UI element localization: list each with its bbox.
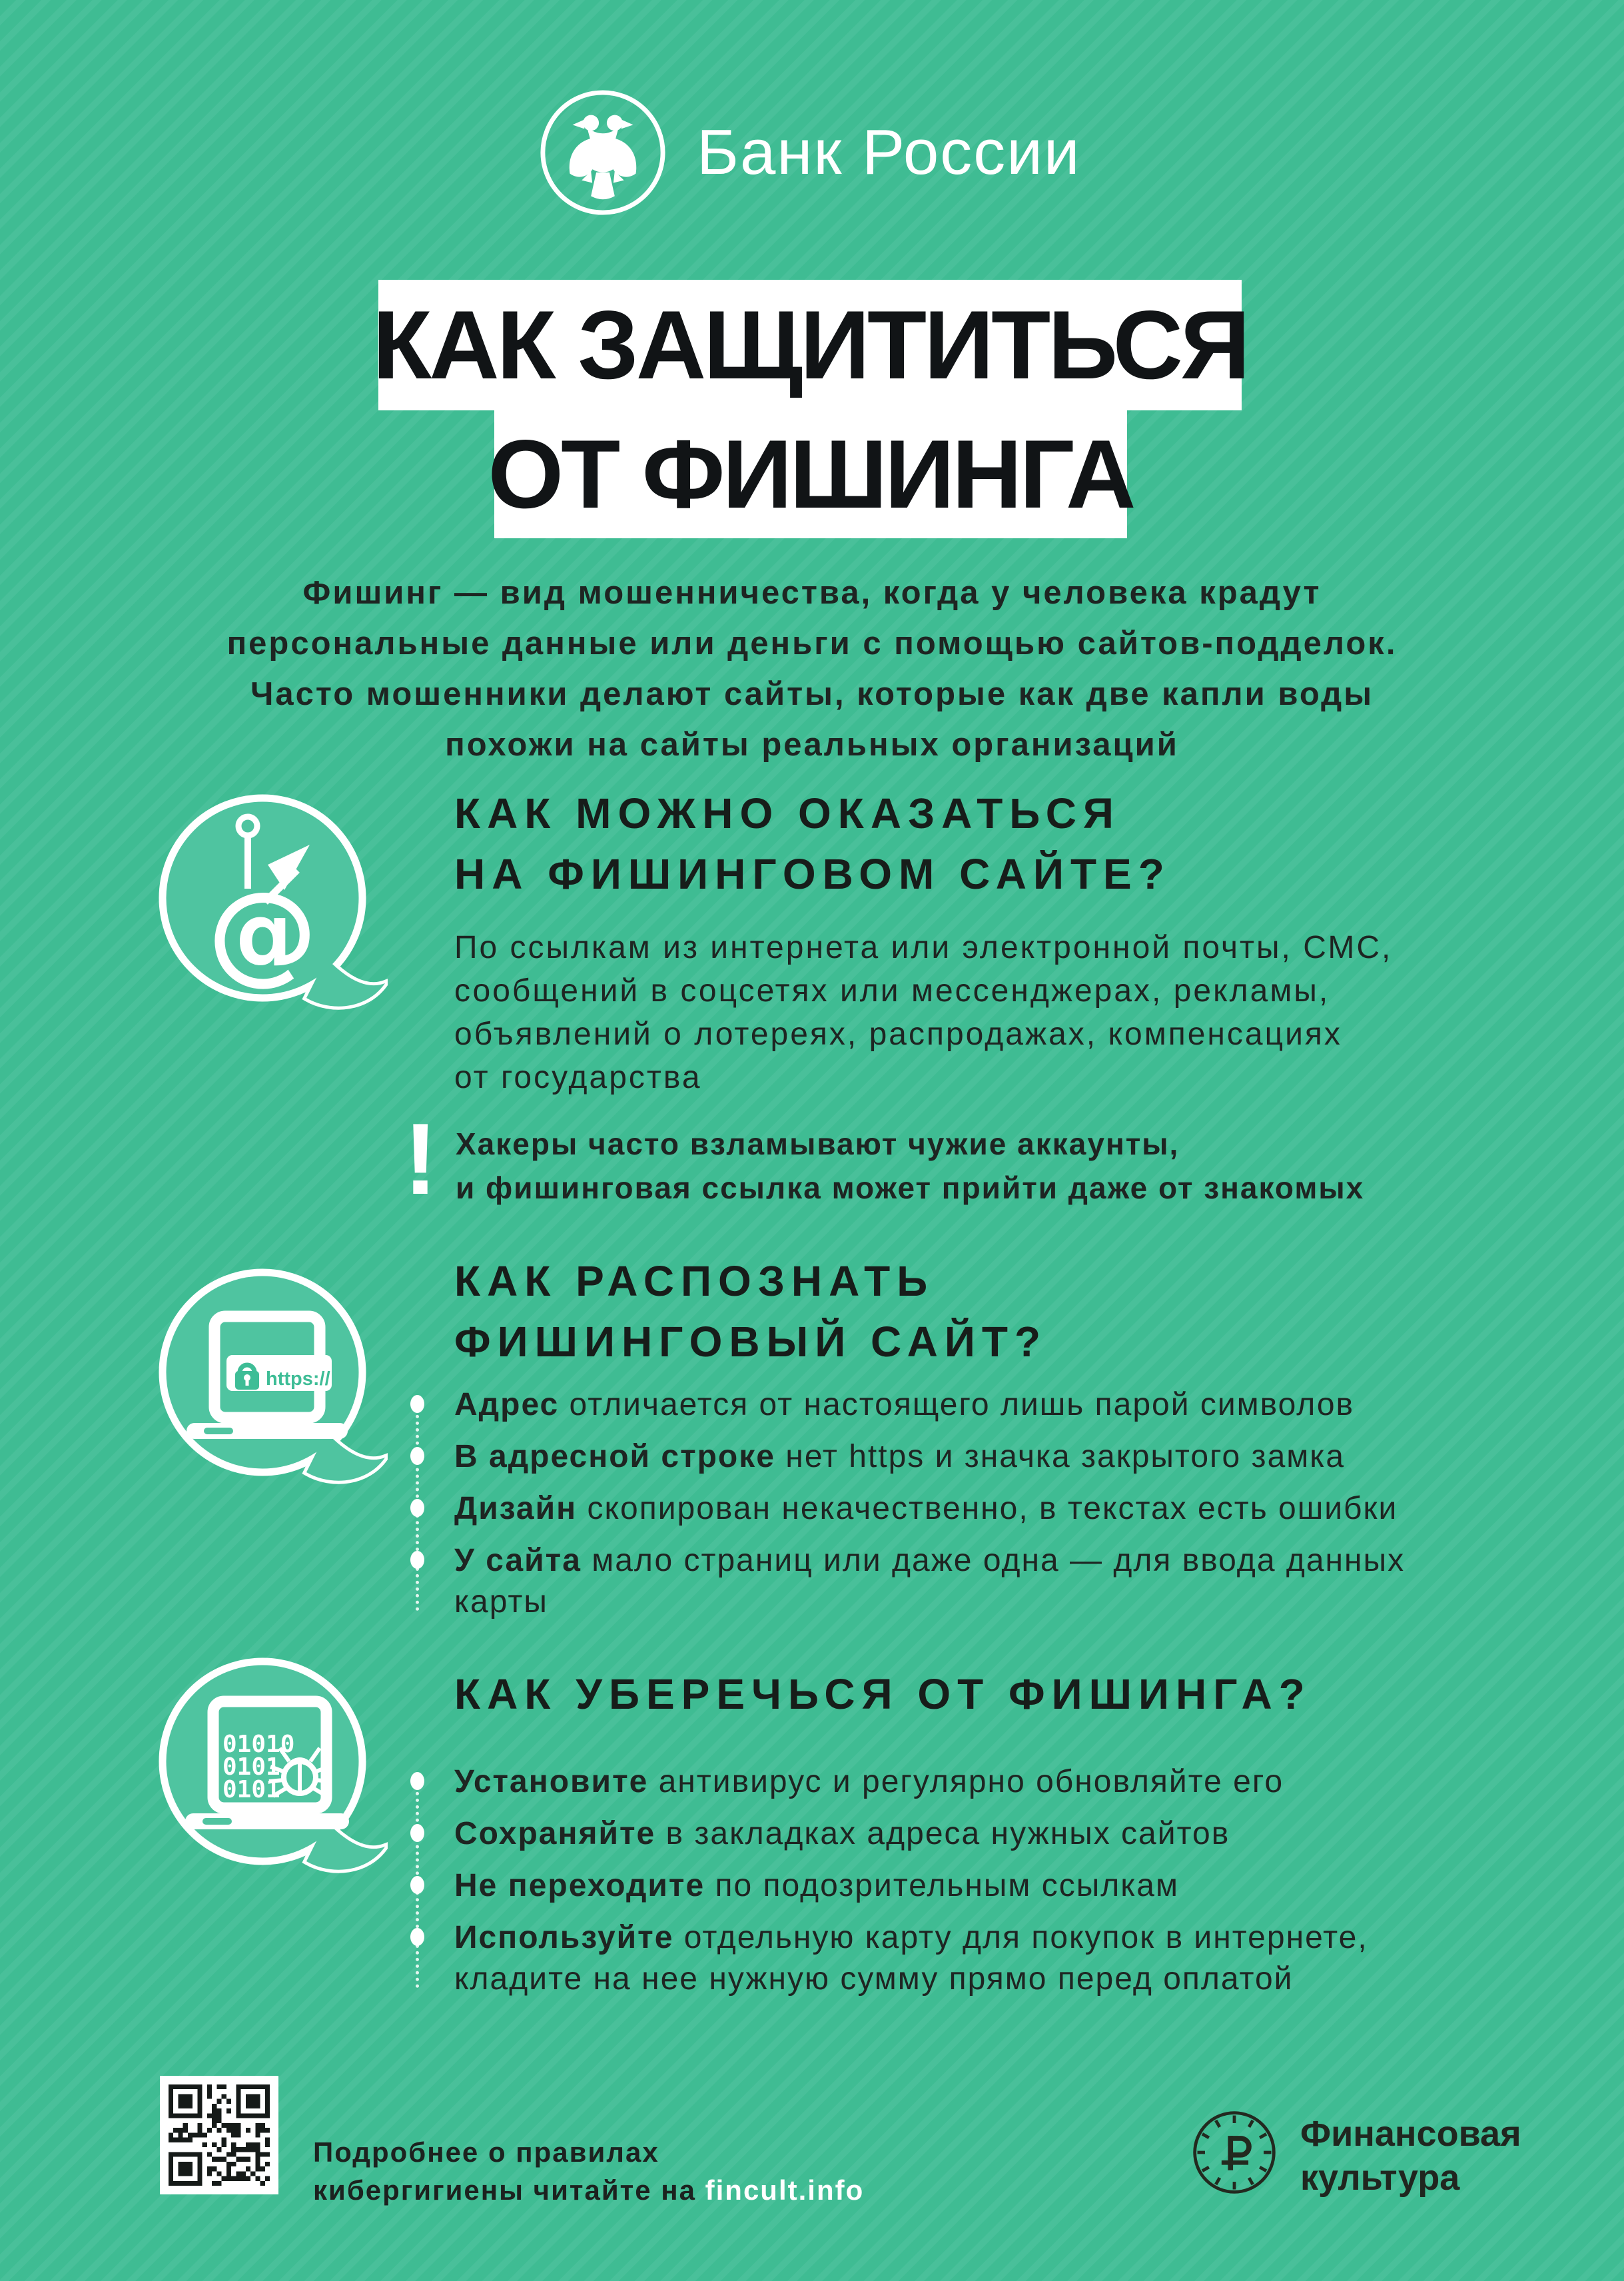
intro-line: похожи на сайты реальных организаций — [445, 727, 1179, 763]
ruble-sign — [1222, 2136, 1249, 2170]
intro-line: Фишинг — вид мошенничества, когда у человека крадут — [302, 575, 1322, 611]
poster-title-line2: ОТ ФИШИНГА — [488, 420, 1134, 528]
poster-title-line1-box — [372, 280, 1248, 410]
binary-line: 01010 — [222, 1731, 295, 1758]
section1-body: По ссылкам из интернета или электронной почты, СМС, сообщений в соцсетях или мессенджерах, рекламы, объявлений о лотереях, распродажах, компенсациях от государства — [454, 930, 1393, 1095]
at-symbol: @ — [207, 868, 318, 996]
fincult-brand — [1190, 2108, 1521, 2200]
list-item: Установите антивирус и регулярно обновляйте его — [410, 1761, 1368, 1803]
https-label: https:// — [266, 1368, 330, 1390]
list-item: Не переходите по подозрительным ссылкам — [410, 1865, 1368, 1907]
list-item: Сохраняйте в закладках адреса нужных сайтов — [410, 1813, 1368, 1855]
footer-note: Подробнее о правилах кибергигиены читайте на fincult.info — [313, 2136, 865, 2206]
section3-bullet-list — [410, 1761, 1368, 2011]
qr-code-svg — [169, 2084, 270, 2186]
list-item: Адрес отличается от настоящего лишь парой символов — [410, 1384, 1405, 1426]
poster-title-line2-box — [488, 410, 1134, 538]
section2-heading: КАК РАСПОЗНАТЬ ФИШИНГОВЫЙ САЙТ? — [454, 1257, 1048, 1366]
section1-heading: КАК МОЖНО ОКАЗАТЬСЯ НА ФИШИНГОВОМ САЙТЕ? — [454, 789, 1171, 898]
brand-name: Финансовая культура — [1300, 2114, 1521, 2198]
bank-name: Банк России — [697, 117, 1081, 188]
double-eagle-icon — [537, 87, 669, 219]
list-item: Дизайн скопирован некачественно, в текстах есть ошибки — [410, 1488, 1405, 1530]
laptop-bug-bubble-icon — [148, 1647, 388, 1900]
intro-line: персональные данные или деньги с помощью сайтов-подделок. — [226, 626, 1398, 662]
ruble-coin-icon — [1190, 2108, 1279, 2197]
intro-paragraph — [0, 568, 1624, 770]
intro-line: Часто мошенники делают сайты, которые как две капли воды — [250, 676, 1374, 712]
fincult-link[interactable]: fincult.info — [705, 2174, 865, 2206]
laptop-https-bubble-icon — [148, 1258, 388, 1511]
poster-title-line1: КАК ЗАЩИТИТЬСЯ — [372, 290, 1248, 399]
section2-bullet-list — [410, 1384, 1405, 1633]
qr-code — [160, 2076, 278, 2194]
binary-line: 0101 — [222, 1776, 280, 1803]
exclamation-icon: ! — [404, 1103, 438, 1216]
list-item: В адресной строке нет https и значка закрытого замка — [410, 1436, 1405, 1478]
binary-line: 0101 — [222, 1753, 280, 1781]
section1-warning: Хакеры часто взламывают чужие аккаунты, и фишинговая ссылка может прийти даже от знакомых — [456, 1127, 1365, 1205]
section3-heading: КАК УБЕРЕЧЬСЯ ОТ ФИШИНГА? — [454, 1670, 1312, 1718]
bank-of-russia-logo — [537, 87, 1081, 219]
list-item: У сайта мало страниц или даже одна — для ввода данных карты — [410, 1540, 1405, 1623]
at-hook-bubble-icon — [148, 783, 388, 1037]
list-item: Используйте отдельную карту для покупок в интернете, кладите на нее нужную сумму прямо перед оплатой — [410, 1917, 1368, 2000]
